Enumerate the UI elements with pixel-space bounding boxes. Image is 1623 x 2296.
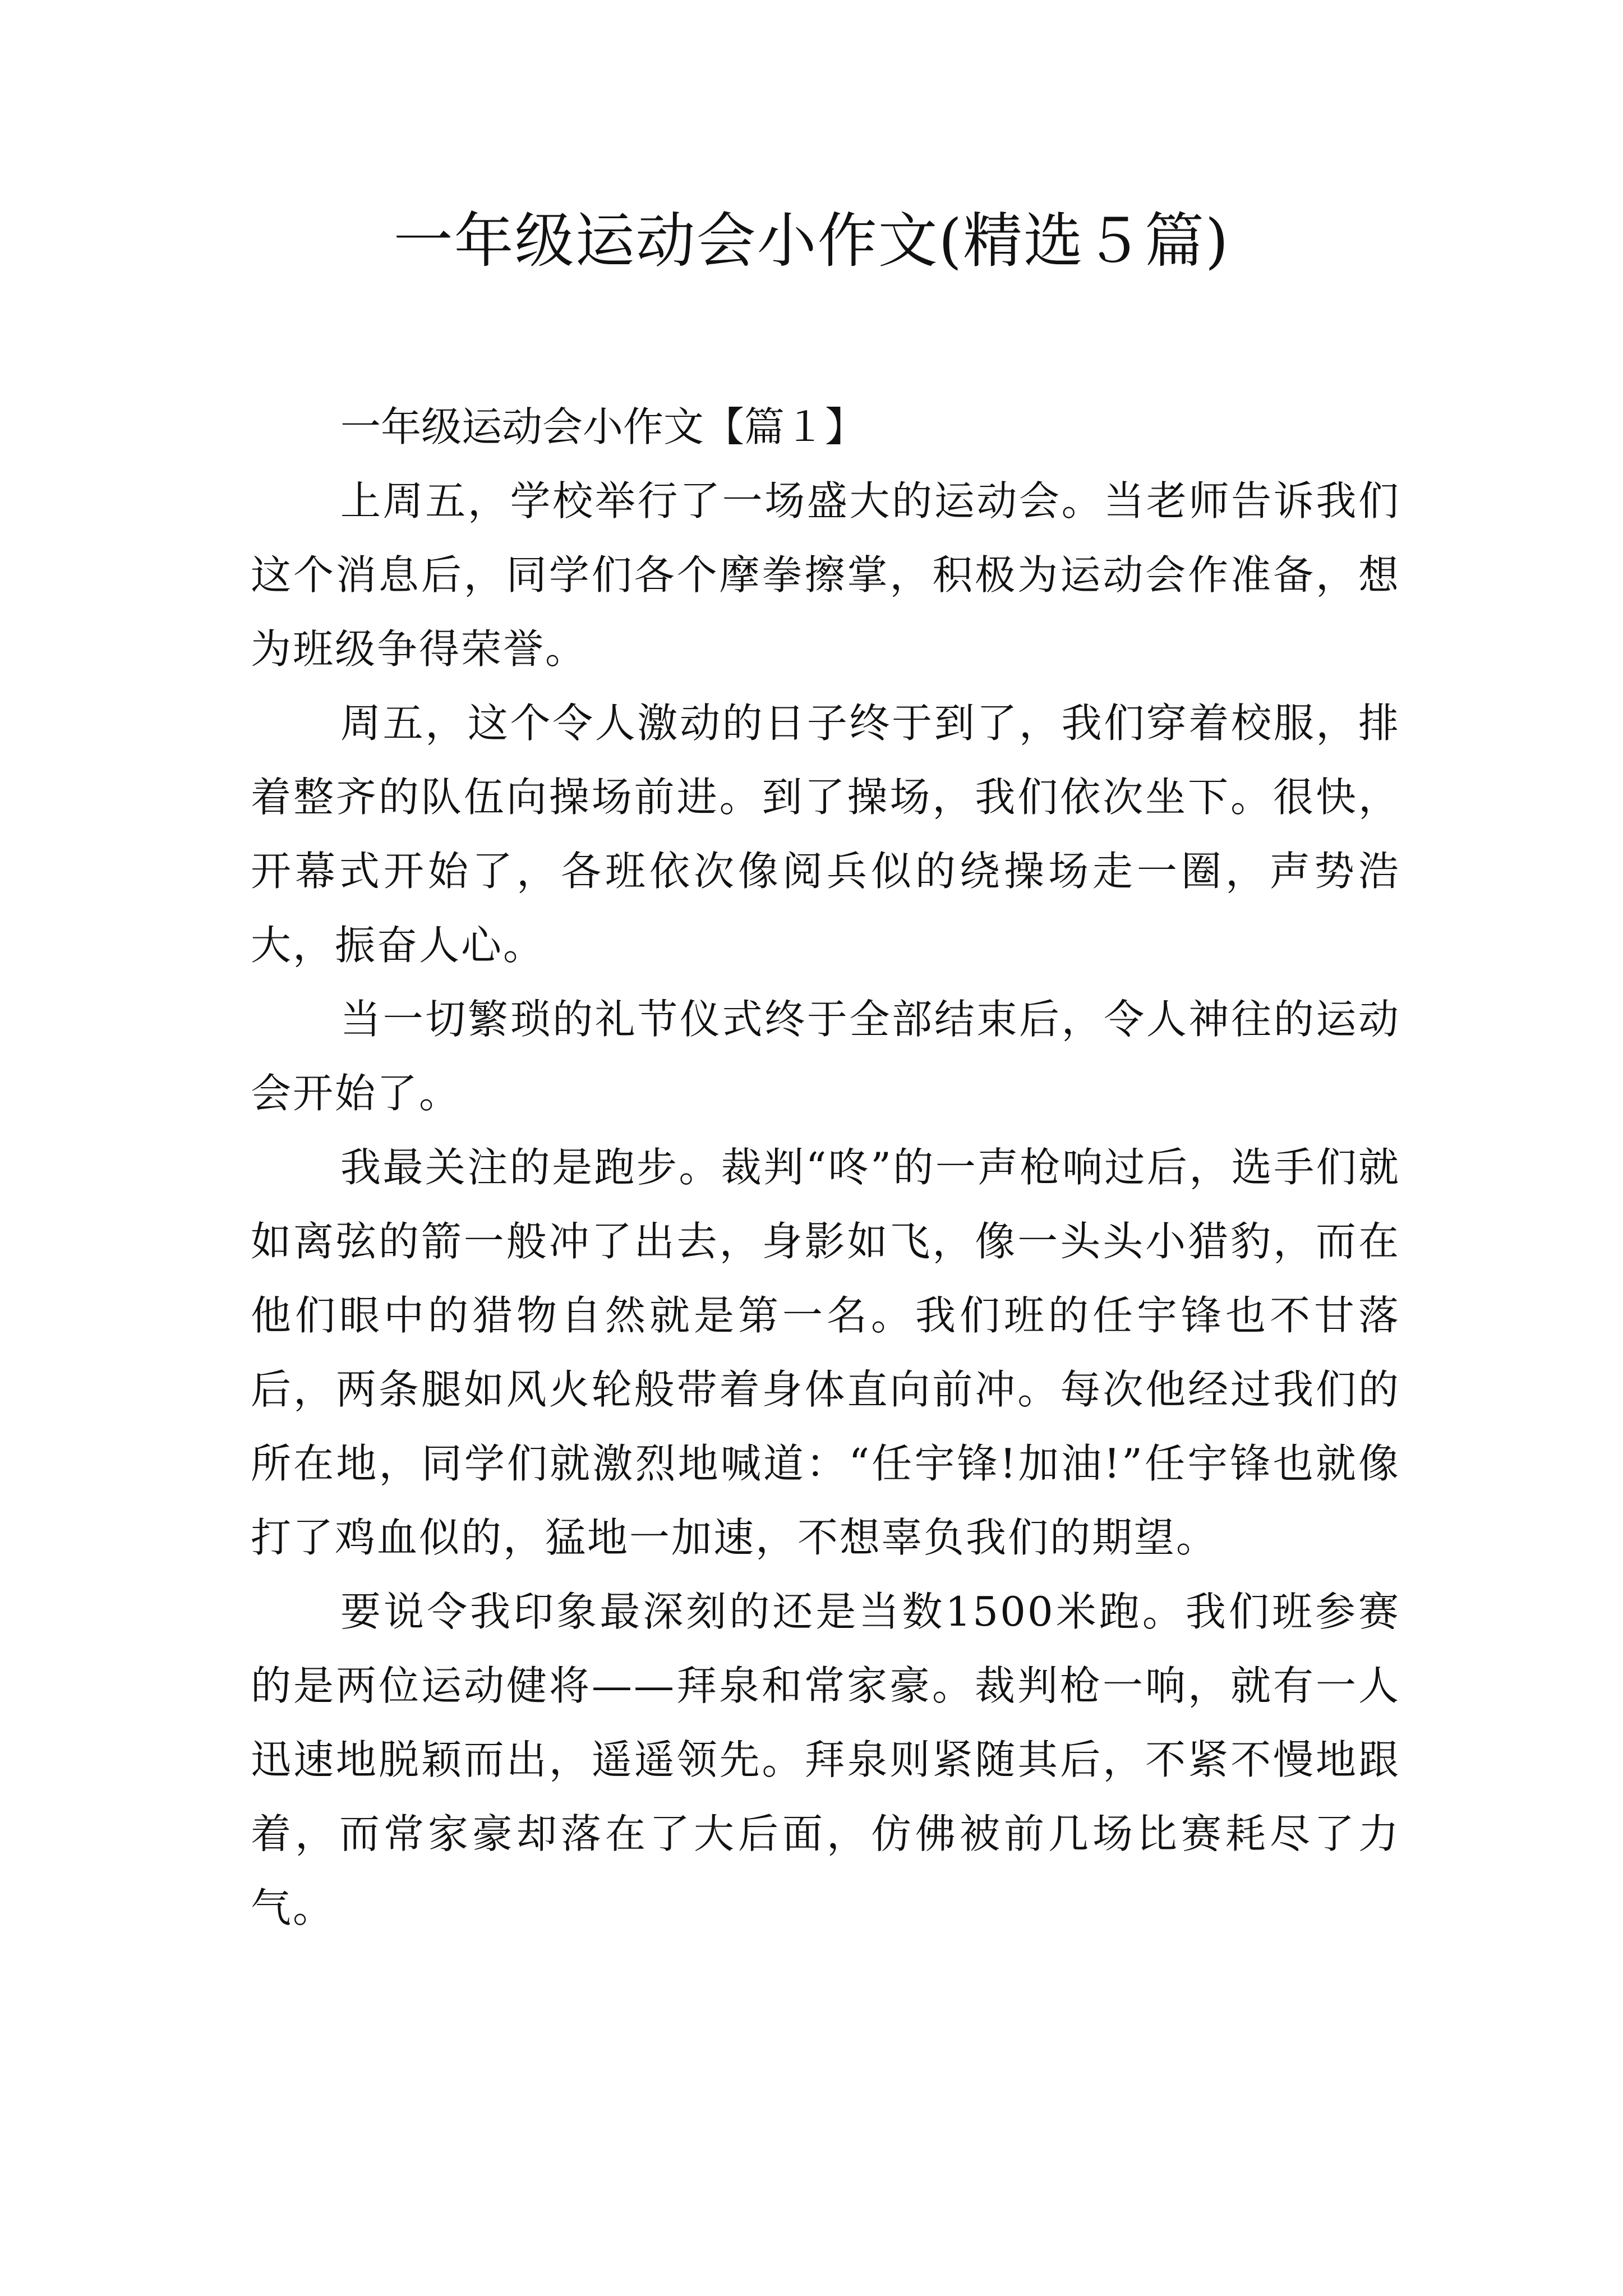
document-title: 一年级运动会小作文(精选５篇) <box>393 206 1230 275</box>
paragraph-3: 当一切繁琐的礼节仪式终于全部结束后，令人神往的运动会开始了。 <box>251 996 1400 1117</box>
document-body <box>251 390 1400 1945</box>
paragraph-2: 周五，这个令人激动的日子终于到了，我们穿着校服，排着整齐的队伍向操场前进。到了操场，我们依次坐下。很快，开幕式开始了，各班依次像阅兵似的绕操场走一圈，声势浩大，振奋人心。 <box>251 700 1400 969</box>
paragraph-1: 上周五，学校举行了一场盛大的运动会。当老师告诉我们这个消息后，同学们各个摩拳擦掌，积极为运动会作准备，想为班级争得荣誉。 <box>251 477 1400 673</box>
paragraph-4: 我最关注的是跑步。裁判“咚”的一声枪响过后，选手们就如离弦的箭一般冲了出去，身影如飞，像一头头小猎豹，而在他们眼中的猎物自然就是第一名。我们班的任宇锋也不甘落后，两条腿如风火轮般带着身体直向前冲。每次他经过我们的所在地，同学们就激烈地喊道：“任宇锋!加油!”任宇锋也就像打了鸡血似的，猛地一加速，不想辜负我们的期望。 <box>251 1144 1400 1561</box>
section-heading: 一年级运动会小作文【篇１】 <box>340 403 866 450</box>
paragraph-5: 要说令我印象最深刻的还是当数1500米跑。我们班参赛的是两位运动健将——拜泉和常家豪。裁判枪一响，就有一人迅速地脱颖而出，遥遥领先。拜泉则紧随其后，不紧不慢地跟着，而常家豪却落在了大后面，仿佛被前几场比赛耗尽了力气。 <box>251 1588 1400 1931</box>
